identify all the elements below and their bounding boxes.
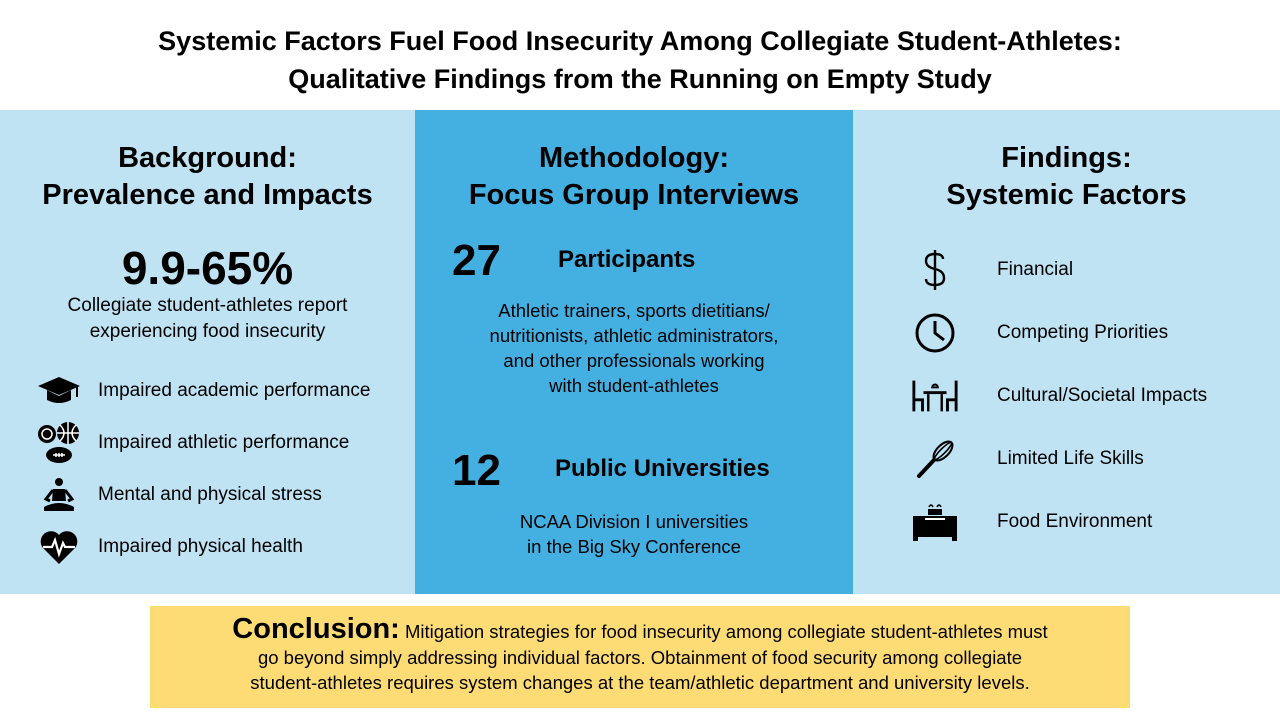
impact-item [36,369,370,413]
finding-label: Financial [997,259,1074,280]
participants-description-line-2: nutritionists, athletic administrators, [489,325,779,346]
finding-item [911,371,1208,421]
finding-label: Limited Life Skills [997,448,1144,469]
impact-item [36,421,349,465]
methodology-heading-line-1: Methodology: [538,142,730,174]
participants-count: 27 [452,236,501,285]
finding-item [911,308,1169,358]
food-stall-icon [911,497,959,547]
universities-description-line-1: NCAA Division I universities [519,511,749,532]
finding-label: Competing Priorities [997,322,1169,343]
universities-label: Public Universities [555,455,770,482]
heartbeat-icon [36,525,82,569]
prevalence-description-line-1: Collegiate student-athletes report [67,295,348,316]
whisk-icon [911,434,959,484]
background-panel [0,110,415,594]
graduation-cap-icon [36,369,82,413]
findings-heading-line-1: Findings: [1001,142,1132,174]
impact-label: Mental and physical stress [98,484,322,505]
universities-description [415,509,853,559]
conclusion-line-2: go beyond simply addressing individual factors. Obtainment of food security among collegiate [257,646,1023,668]
prevalence-stat: 9.9-65% [121,242,294,294]
dining-table-icon [911,371,959,421]
methodology-heading [415,140,853,214]
background-heading-line-2: Prevalence and Impacts [42,179,373,211]
title-line-2: Qualitative Findings from the Running on Empty Study [288,64,992,94]
impact-label: Impaired athletic performance [98,432,350,453]
universities-description-line-2: in the Big Sky Conference [527,536,741,557]
dollar-icon [911,245,959,295]
poster-title [0,22,1280,98]
finding-label: Food Environment [997,511,1153,532]
clock-icon [911,308,959,358]
findings-heading-line-2: Systemic Factors [946,179,1187,211]
impact-item [36,525,303,569]
impact-label: Impaired academic performance [98,380,371,401]
conclusion-heading: Conclusion: [232,613,400,645]
participants-description [415,298,853,398]
finding-item [911,245,1074,295]
finding-item [911,497,1153,547]
finding-label: Cultural/Societal Impacts [997,385,1208,406]
findings-heading [853,140,1280,214]
background-heading-line-1: Background: [118,142,297,174]
title-line-1: Systemic Factors Fuel Food Insecurity Among Collegiate Student-Athletes: [158,26,1122,56]
methodology-heading-line-2: Focus Group Interviews [468,179,800,211]
universities-count: 12 [452,446,501,495]
impact-label: Impaired physical health [98,536,303,557]
finding-item [911,434,1144,484]
participants-description-line-1: Athletic trainers, sports dietitians/ [498,300,770,321]
background-heading [0,140,415,214]
conclusion-box [150,606,1130,708]
prevalence-description-line-2: experiencing food insecurity [89,321,326,342]
conclusion-line-1 [150,613,1130,645]
participants-description-line-3: and other professionals working [503,350,765,371]
findings-panel [853,110,1280,594]
impact-item [36,473,322,517]
prevalence-description [0,293,415,345]
sports-balls-icon [36,421,82,465]
participants-label: Participants [558,246,696,273]
methodology-panel [415,110,853,594]
conclusion-line-3: student-athletes requires system changes at the team/athletic department and university levels. [250,672,1030,693]
meditation-icon [36,473,82,517]
participants-description-line-4: with student-athletes [549,375,719,396]
conclusion-text-1: Mitigation strategies for food insecurity among collegiate student-athletes must [399,621,1048,642]
